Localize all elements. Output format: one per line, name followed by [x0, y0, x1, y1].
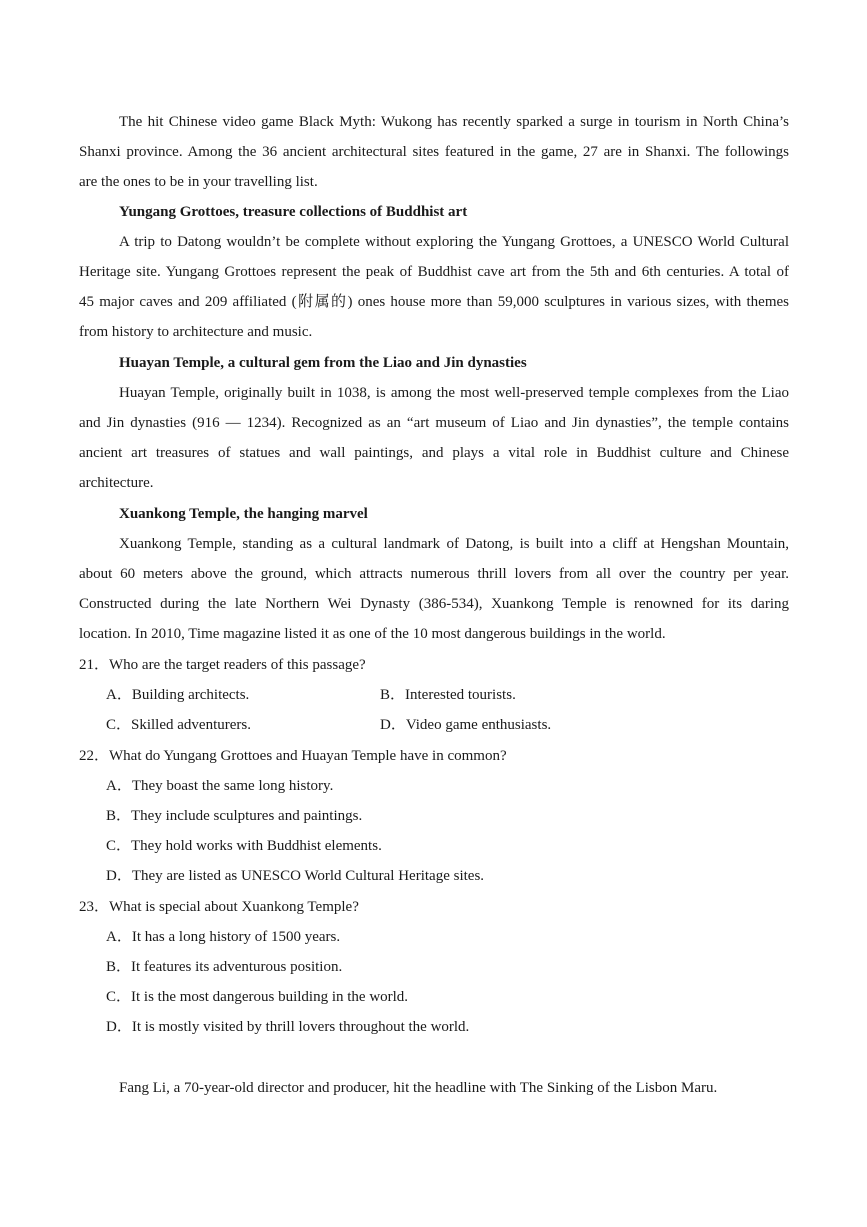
- intro-line: Shanxi province. Among the 36 ancient architectural sites featured in the game, 27 are in Shanxi. The followings: [79, 144, 789, 160]
- paragraph-line: 45 major caves and 209 affiliated (附属的) ones house more than 59,000 sculptures in various sizes, with themes: [79, 294, 789, 310]
- paragraph-line: architecture.: [79, 475, 154, 491]
- paragraph-line: A trip to Datong wouldn’t be complete without exploring the Yungang Grottoes, a UNESCO World Cultural: [119, 234, 789, 250]
- section-heading: Huayan Temple, a cultural gem from the Liao and Jin dynasties: [119, 355, 527, 371]
- paragraph-line: ancient art treasures of statues and wall paintings, and plays a vital role in Buddhist culture and Chinese: [79, 445, 789, 461]
- paragraph-line: location. In 2010, Time magazine listed it as one of the 10 most dangerous buildings in the world.: [79, 626, 666, 642]
- answer-option: A．They boast the same long history.: [106, 778, 334, 794]
- answer-option: B．They include sculptures and paintings.: [106, 808, 363, 824]
- section-heading: Xuankong Temple, the hanging marvel: [119, 506, 368, 522]
- paragraph-line: Constructed during the late Northern Wei Dynasty (386-534), Xuankong Temple is renowned for its daring: [79, 596, 789, 612]
- paragraph-line: Huayan Temple, originally built in 1038, is among the most well-preserved temple complexes from the Liao: [119, 385, 789, 401]
- paragraph-line: about 60 meters above the ground, which attracts numerous thrill lovers from all over the country per year.: [79, 566, 789, 582]
- question-stem: 22．What do Yungang Grottoes and Huayan Temple have in common?: [79, 748, 507, 764]
- answer-option: C．Skilled adventurers.: [106, 717, 251, 733]
- paragraph-line: and Jin dynasties (916 — 1234). Recognized as an “art museum of Liao and Jin dynasties”, the temple contains: [79, 415, 789, 431]
- answer-option: D．It is mostly visited by thrill lovers throughout the world.: [106, 1019, 470, 1035]
- intro-line: are the ones to be in your travelling list.: [79, 174, 318, 190]
- answer-option: B．It features its adventurous position.: [106, 959, 343, 975]
- section-heading: Yungang Grottoes, treasure collections of Buddhist art: [119, 204, 468, 220]
- intro-line: The hit Chinese video game Black Myth: Wukong has recently sparked a surge in tourism in North China’s: [119, 114, 789, 130]
- answer-option: D．Video game enthusiasts.: [380, 717, 552, 733]
- paragraph-line: from history to architecture and music.: [79, 324, 313, 340]
- answer-option: D．They are listed as UNESCO World Cultural Heritage sites.: [106, 868, 485, 884]
- answer-option: A．It has a long history of 1500 years.: [106, 929, 341, 945]
- paragraph-line: Heritage site. Yungang Grottoes represent the peak of Buddhist cave art from the 5th and 6th centuries. A total of: [79, 264, 789, 280]
- answer-option: A．Building architects.: [106, 687, 250, 703]
- question-stem: 21．Who are the target readers of this passage?: [79, 657, 366, 673]
- next-passage-line: Fang Li, a 70-year-old director and producer, hit the headline with The Sinking of the Lisbon Maru.: [119, 1080, 718, 1096]
- question-stem: 23．What is special about Xuankong Temple?: [79, 899, 359, 915]
- paragraph-line: Xuankong Temple, standing as a cultural landmark of Datong, is built into a cliff at Hengshan Mountain,: [119, 536, 789, 552]
- answer-option: C．They hold works with Buddhist elements.: [106, 838, 382, 854]
- answer-option: C．It is the most dangerous building in the world.: [106, 989, 409, 1005]
- answer-option: B．Interested tourists.: [380, 687, 516, 703]
